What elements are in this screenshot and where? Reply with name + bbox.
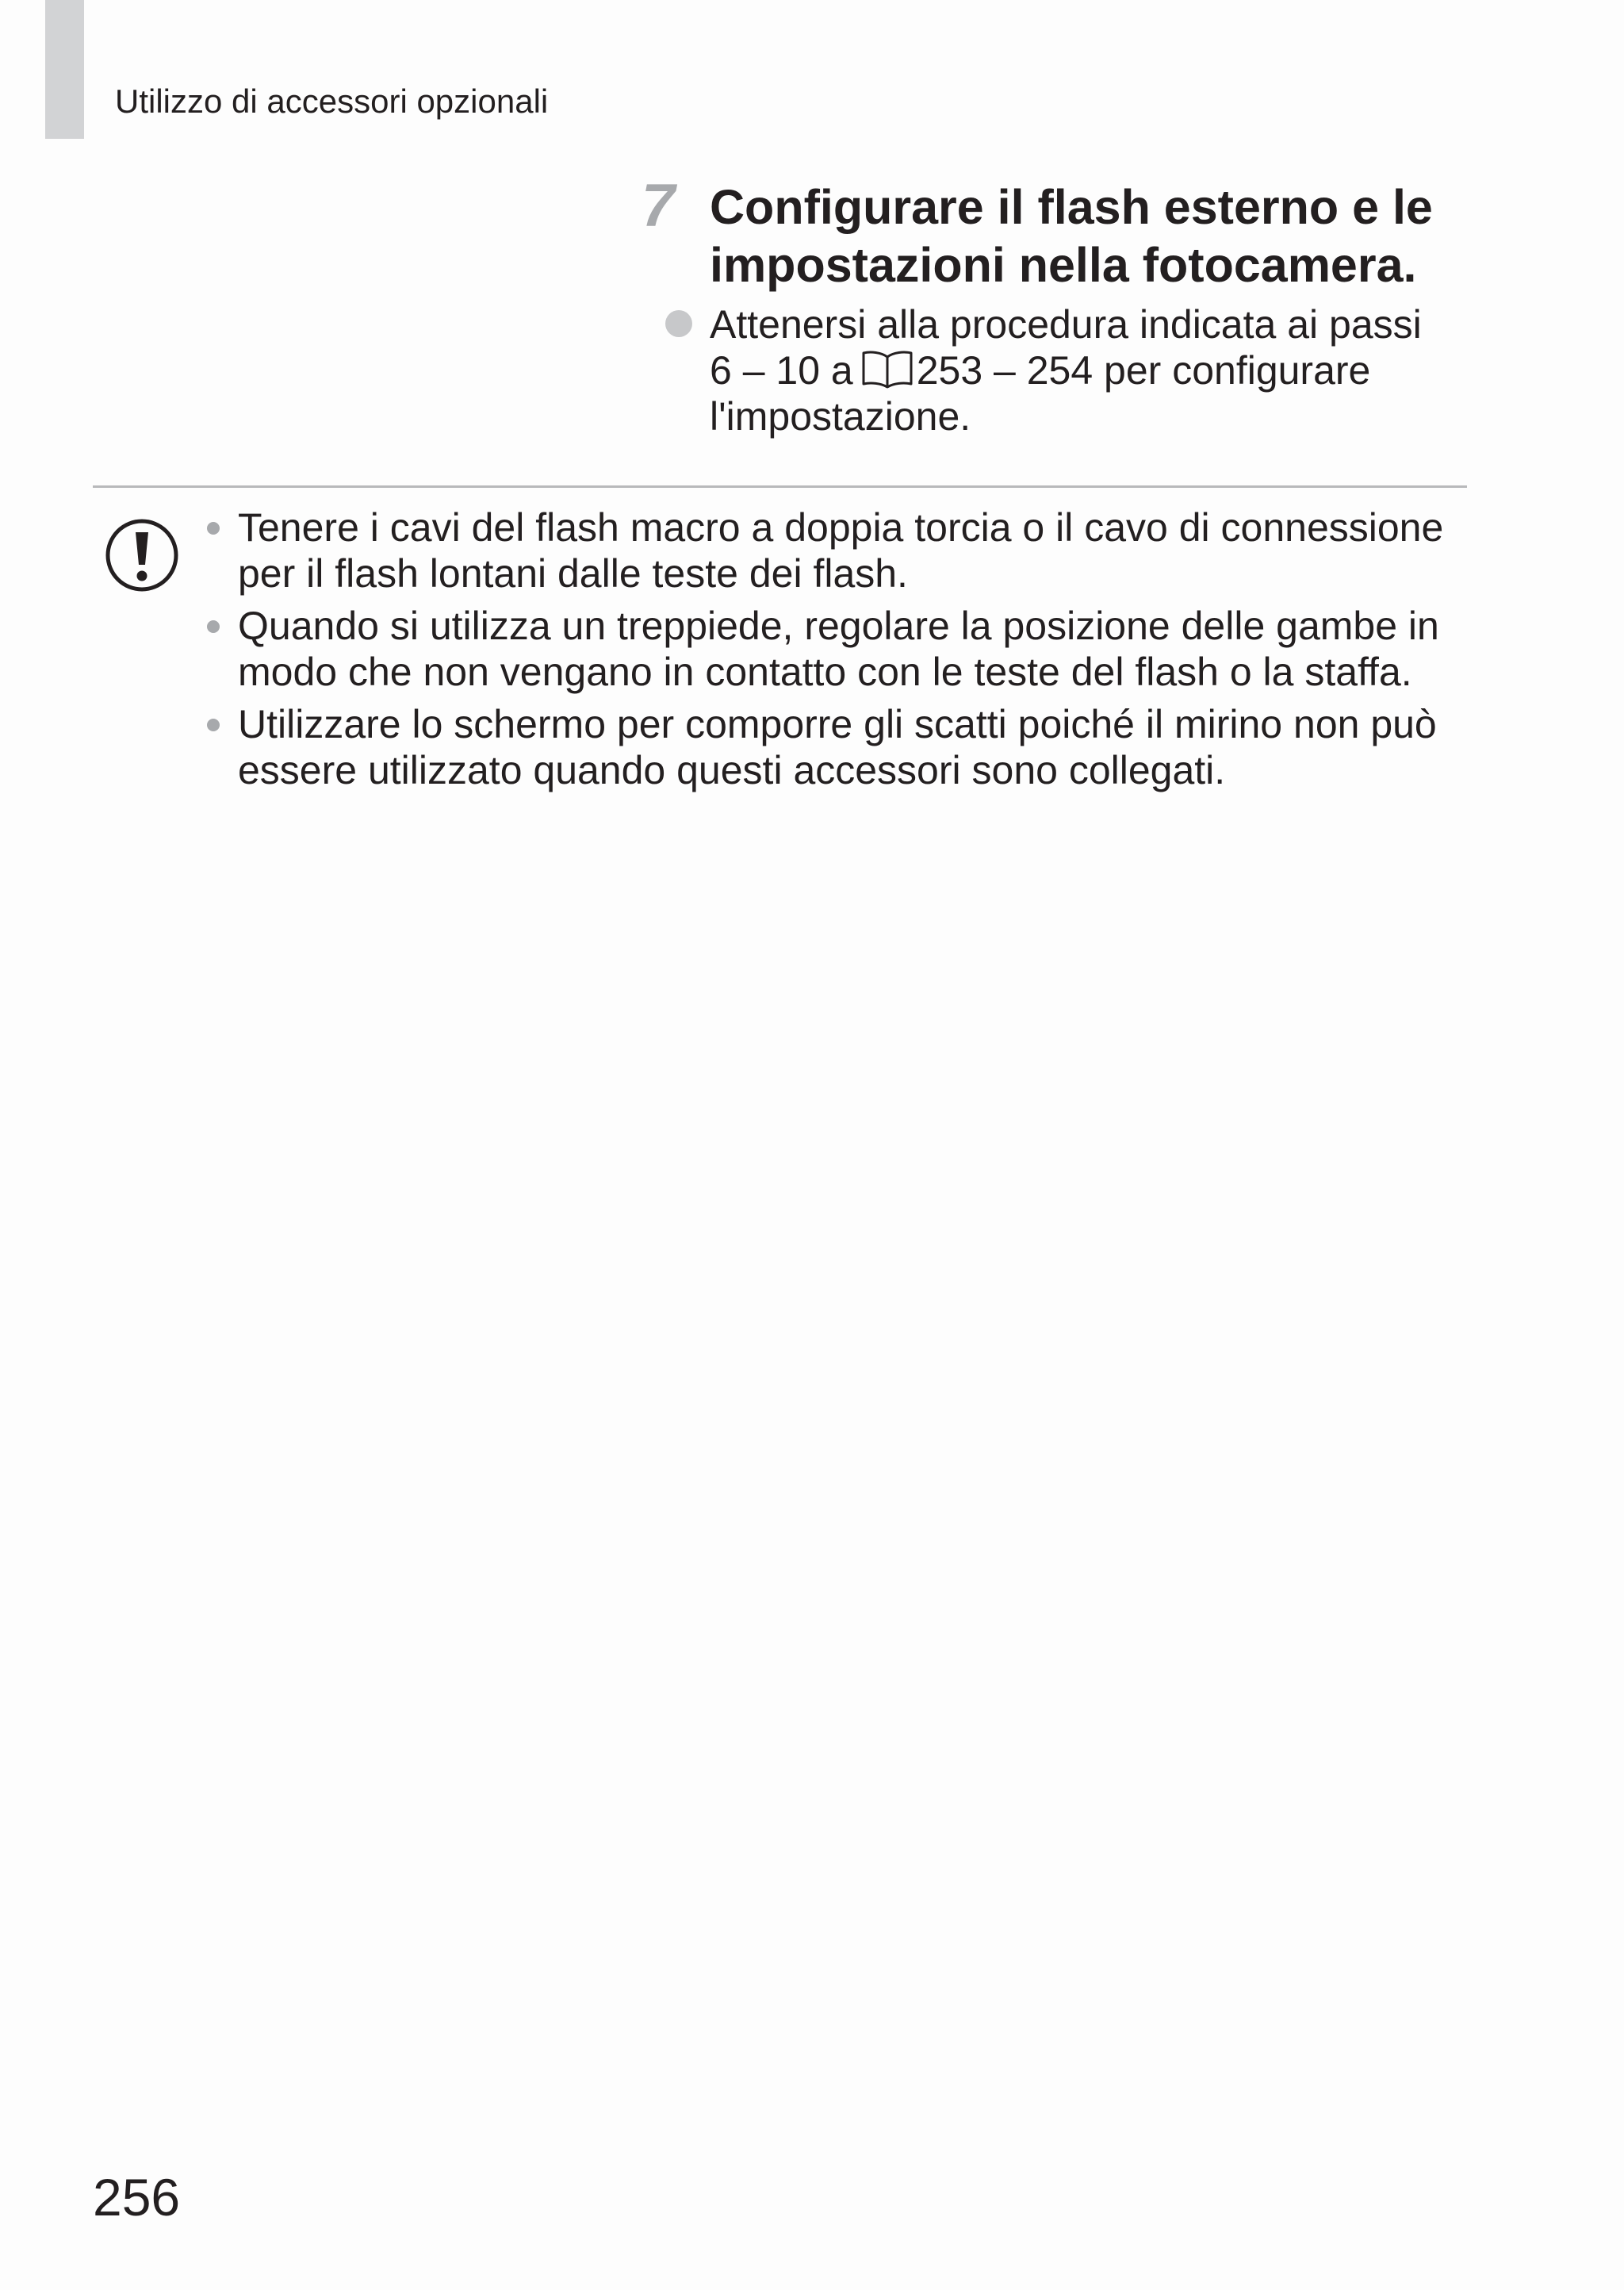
caution-notes (205, 504, 1489, 800)
caution-note-text: Quando si utilizza un treppiede, regolare la posizione delle gambe in modo che non vengano in contatto con le teste del flash o la staffa. (238, 604, 1439, 694)
step-number: 7 (641, 172, 676, 240)
bullet-icon (207, 620, 220, 633)
step-instruction-tail: per configurare l'impostazione. (710, 348, 1371, 439)
caution-note-text: Tenere i cavi del flash macro a doppia torcia o il cavo di connessione per il flash lontani dalle teste dei flash. (238, 505, 1444, 596)
caution-note (205, 701, 1489, 793)
book-icon (860, 349, 915, 389)
step-bullet-icon (665, 310, 692, 337)
page-number: 256 (93, 2168, 181, 2227)
section-tab (45, 0, 84, 139)
caution-note (205, 504, 1489, 596)
step-title: Configurare il flash esterno e le impostazioni nella fotocamera. (710, 180, 1433, 292)
caution-note (205, 603, 1489, 695)
caution-note-text: Utilizzare lo schermo per comporre gli scatti poiché il mirino non può essere utilizzato quando questi accessori sono collegati. (238, 702, 1437, 792)
step-instruction (710, 301, 1423, 439)
caution-icon (104, 517, 180, 593)
page-reference: 253 – 254 (916, 348, 1094, 393)
step-instruction-text: Attenersi alla procedura indicata ai passi 6 – 10 a (710, 302, 1422, 393)
bullet-icon (207, 522, 220, 535)
bullet-icon (207, 719, 220, 731)
section-divider (93, 485, 1467, 488)
running-header: Utilizzo di accessori opzionali (115, 82, 549, 120)
